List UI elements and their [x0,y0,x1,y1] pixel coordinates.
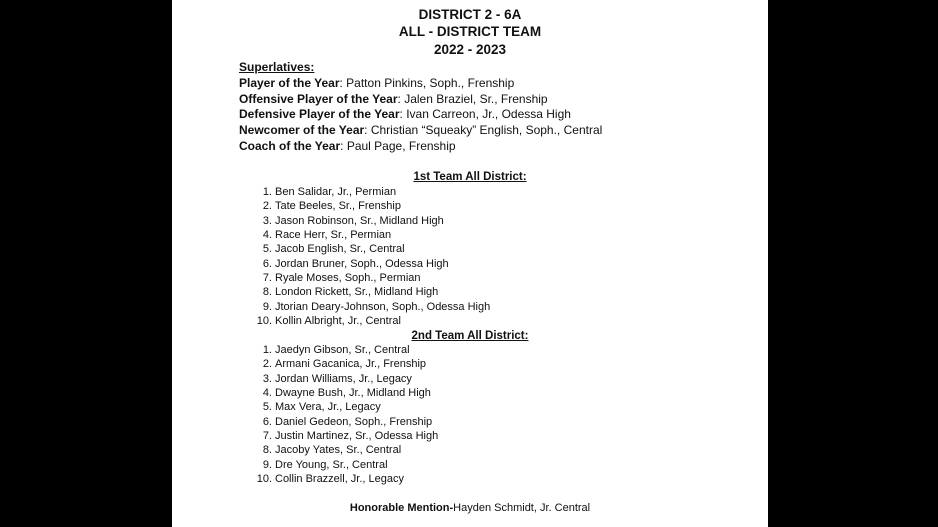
player-entry: Jtorian Deary-Johnson, Soph., Odessa High [275,301,491,313]
first-team-player [252,242,405,256]
superlative-row [239,123,602,138]
player-entry: Jaedyn Gibson, Sr., Central [275,344,410,356]
superlative-label: Newcomer of the Year [239,123,365,137]
superlative-value: : Jalen Braziel, Sr., Frenship [397,92,548,106]
player-number: 7. [262,272,272,284]
second-team-heading: 2nd Team All District: [411,330,529,342]
player-number: 9. [262,301,272,313]
second-team-player [252,372,412,386]
first-team-player [252,185,396,199]
player-entry: Kollin Albright, Jr., Central [275,315,401,327]
player-entry: Tate Beeles, Sr., Frenship [275,200,401,212]
player-number: 8. [262,286,272,298]
second-team-player [252,386,431,400]
player-entry: Armani Gacanica, Jr., Frenship [275,358,427,370]
player-entry: Max Vera, Jr., Legacy [275,401,381,413]
honorable-mention [172,501,768,515]
superlative-value: : Patton Pinkins, Soph., Frenship [339,76,515,90]
player-entry: Ben Salidar, Jr., Permian [275,186,397,198]
superlative-label: Player of the Year [239,76,340,90]
player-entry: Daniel Gedeon, Soph., Frenship [275,416,433,428]
player-number: 2. [262,358,272,370]
player-entry: Collin Brazzell, Jr., Legacy [275,473,404,485]
header-team: ALL - DISTRICT TEAM [398,24,542,39]
player-entry: Jason Robinson, Sr., Midland High [275,215,444,227]
player-number: 3. [262,373,272,385]
player-number: 9. [262,459,272,471]
player-entry: Jordan Bruner, Soph., Odessa High [275,258,449,270]
player-number: 5. [262,401,272,413]
player-number: 7. [262,430,272,442]
player-entry: Jacoby Yates, Sr., Central [275,444,402,456]
second-team-player [252,343,410,357]
superlative-row [239,107,571,122]
first-team-player [252,271,421,285]
player-number: 10. [256,315,272,327]
player-number: 1. [262,344,272,356]
second-team-player [252,443,401,457]
first-team-player [252,199,401,213]
player-entry: London Rickett, Sr., Midland High [275,286,439,298]
player-entry: Justin Martinez, Sr., Odessa High [275,430,439,442]
superlative-value: : Paul Page, Frenship [340,139,456,153]
document-page [172,0,768,527]
player-number: 3. [262,215,272,227]
second-team-player [252,429,438,443]
first-team-heading: 1st Team All District: [413,171,527,183]
player-number: 5. [262,243,272,255]
header-district: DISTRICT 2 - 6A [418,7,522,22]
superlative-label: Coach of the Year [239,139,341,153]
header-season: 2022 - 2023 [433,42,507,57]
player-number: 4. [262,387,272,399]
honorable-mention-label: Honorable Mention- [349,502,454,514]
superlative-label: Offensive Player of the Year [239,92,398,106]
superlative-row [239,92,548,107]
first-team-player [252,300,490,314]
player-number: 6. [262,416,272,428]
superlative-value: : Christian “Squeaky” English, Soph., Central [364,123,603,137]
player-entry: Race Herr, Sr., Permian [275,229,392,241]
first-team-player [252,285,438,299]
player-entry: Dwayne Bush, Jr., Midland High [275,387,431,399]
player-number: 1. [262,186,272,198]
first-team-player [252,214,444,228]
second-team-player [252,400,381,414]
second-team-player [252,415,432,429]
player-entry: Ryale Moses, Soph., Permian [275,272,421,284]
player-number: 4. [262,229,272,241]
first-team-player [252,257,449,271]
player-entry: Dre Young, Sr., Central [275,459,388,471]
player-number: 10. [256,473,272,485]
player-number: 6. [262,258,272,270]
honorable-mention-value: Hayden Schmidt, Jr. Central [453,502,591,514]
player-entry: Jacob English, Sr., Central [275,243,405,255]
second-team-player [252,458,388,472]
superlative-value: : Ivan Carreon, Jr., Odessa High [399,107,571,121]
superlative-row [239,76,514,91]
superlatives-heading: Superlatives: [239,60,315,74]
player-number: 2. [262,200,272,212]
player-number: 8. [262,444,272,456]
first-team-player [252,314,401,328]
first-team-player [252,228,391,242]
second-team-player [252,357,426,371]
player-entry: Jordan Williams, Jr., Legacy [275,373,412,385]
superlative-label: Defensive Player of the Year [239,107,400,121]
superlative-row [239,139,456,154]
second-team-player [252,472,404,486]
